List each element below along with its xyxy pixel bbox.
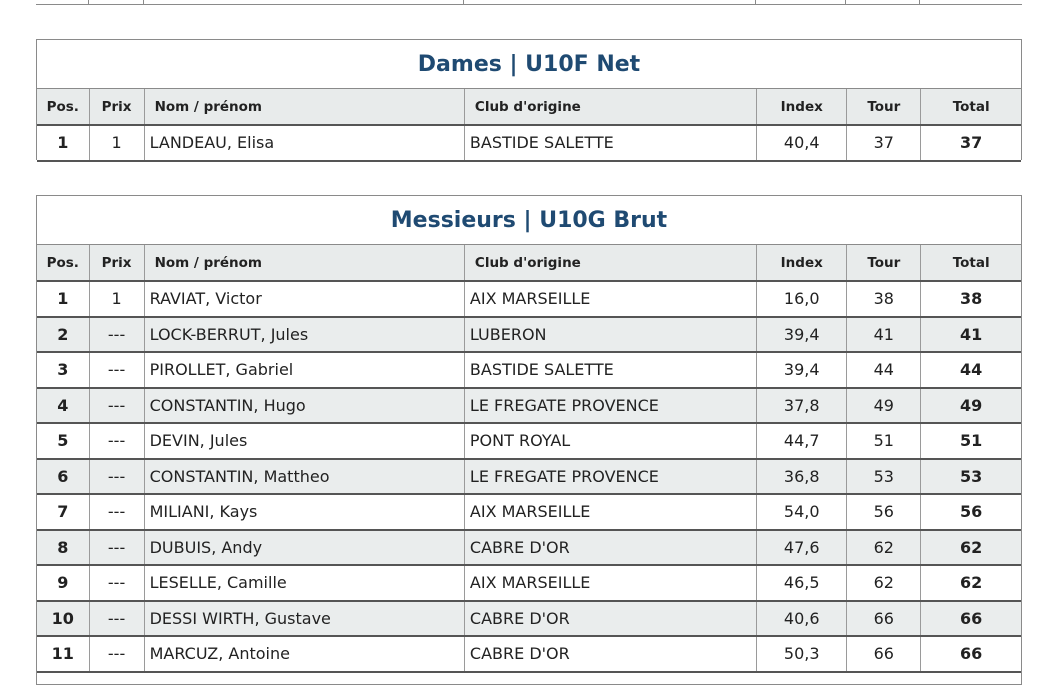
row-club-cell: AIX MARSEILLE	[464, 565, 756, 601]
row-total-cell: 44	[921, 352, 1021, 388]
col-header-index: Index	[757, 89, 847, 125]
row-index-cell: 40,4	[757, 125, 847, 161]
row-club-cell: AIX MARSEILLE	[464, 494, 756, 530]
row-pos-cell: 10	[37, 601, 89, 637]
table-row	[37, 125, 1021, 161]
row-prix-cell: ---	[89, 601, 144, 637]
row-name-cell: MILIANI, Kays	[144, 494, 464, 530]
row-pos-cell: 6	[37, 459, 89, 495]
row-total-cell: 66	[921, 636, 1021, 672]
table-row	[37, 388, 1021, 424]
table-row	[37, 601, 1021, 637]
row-index-cell: 46,5	[757, 565, 847, 601]
col-header-index: Index	[757, 245, 847, 281]
row-club-cell: LE FREGATE PROVENCE	[464, 388, 756, 424]
row-index-cell: 50,3	[757, 636, 847, 672]
row-total-cell: 49	[921, 388, 1021, 424]
row-tour-cell: 41	[847, 317, 921, 353]
table-row	[37, 530, 1021, 566]
row-tour-cell: 62	[847, 530, 921, 566]
row-tour-cell: 56	[847, 494, 921, 530]
row-club-cell: LE FREGATE PROVENCE	[464, 459, 756, 495]
row-tour-cell: 38	[847, 281, 921, 317]
row-tour-cell: 66	[847, 601, 921, 637]
row-tour-cell: 49	[847, 388, 921, 424]
row-prix-cell: ---	[89, 494, 144, 530]
row-pos-cell: 1	[37, 281, 89, 317]
row-index-cell: 37,8	[757, 388, 847, 424]
header-row	[37, 245, 1021, 281]
row-total-cell: 38	[921, 281, 1021, 317]
row-index-cell: 44,7	[757, 423, 847, 459]
col-header-pos: Pos.	[37, 89, 89, 125]
col-header-prix: Prix	[89, 245, 144, 281]
row-name-cell: RAVIAT, Victor	[144, 281, 464, 317]
row-name-cell: PIROLLET, Gabriel	[144, 352, 464, 388]
row-tour-cell: 51	[847, 423, 921, 459]
row-tour-cell: 37	[847, 125, 921, 161]
row-tour-cell: 66	[847, 636, 921, 672]
row-name-cell: CONSTANTIN, Hugo	[144, 388, 464, 424]
table-row	[37, 281, 1021, 317]
row-total-cell: 56	[921, 494, 1021, 530]
col-header-pos: Pos.	[37, 245, 89, 281]
row-pos-cell: 4	[37, 388, 89, 424]
row-index-cell: 16,0	[757, 281, 847, 317]
row-pos-cell: 2	[37, 317, 89, 353]
row-tour-cell: 62	[847, 565, 921, 601]
row-pos-cell: 3	[37, 352, 89, 388]
row-name-cell: MARCUZ, Antoine	[144, 636, 464, 672]
row-prix-cell: ---	[89, 388, 144, 424]
row-pos-cell: 9	[37, 565, 89, 601]
row-pos-cell: 11	[37, 636, 89, 672]
row-index-cell: 39,4	[757, 352, 847, 388]
col-header-club: Club d'origine	[464, 245, 756, 281]
row-prix-cell: ---	[89, 423, 144, 459]
row-index-cell: 36,8	[757, 459, 847, 495]
col-header-nom: Nom / prénom	[144, 245, 464, 281]
row-name-cell: DUBUIS, Andy	[144, 530, 464, 566]
row-pos-cell: 5	[37, 423, 89, 459]
row-prix-cell: ---	[89, 530, 144, 566]
row-prix-cell: ---	[89, 565, 144, 601]
row-prix-cell: ---	[89, 636, 144, 672]
row-total-cell: 51	[921, 423, 1021, 459]
row-club-cell: CABRE D'OR	[464, 601, 756, 637]
messieurs-results-table	[36, 195, 1022, 685]
table-row	[37, 423, 1021, 459]
previous-table-bottom-edge	[36, 0, 1022, 5]
table-row	[37, 636, 1021, 672]
row-prix-cell: ---	[89, 459, 144, 495]
table-row	[37, 565, 1021, 601]
col-header-total: Total	[921, 245, 1021, 281]
row-total-cell: 66	[921, 601, 1021, 637]
row-index-cell: 54,0	[757, 494, 847, 530]
col-header-prix: Prix	[89, 89, 144, 125]
row-pos-cell: 8	[37, 530, 89, 566]
dames-results-table	[36, 39, 1022, 160]
row-name-cell: LANDEAU, Elisa	[144, 125, 464, 161]
row-total-cell: 37	[921, 125, 1021, 161]
row-total-cell: 62	[921, 565, 1021, 601]
row-club-cell: CABRE D'OR	[464, 636, 756, 672]
messieurs-table-title: Messieurs | U10G Brut	[37, 196, 1021, 245]
row-total-cell: 62	[921, 530, 1021, 566]
row-name-cell: LOCK-BERRUT, Jules	[144, 317, 464, 353]
col-header-nom: Nom / prénom	[144, 89, 464, 125]
messieurs-table	[37, 245, 1021, 673]
row-index-cell: 39,4	[757, 317, 847, 353]
row-pos-cell: 1	[37, 125, 89, 161]
table-row	[37, 352, 1021, 388]
row-total-cell: 53	[921, 459, 1021, 495]
table-row	[37, 317, 1021, 353]
row-total-cell: 41	[921, 317, 1021, 353]
col-header-club: Club d'origine	[464, 89, 756, 125]
row-index-cell: 47,6	[757, 530, 847, 566]
row-club-cell: PONT ROYAL	[464, 423, 756, 459]
col-header-total: Total	[921, 89, 1021, 125]
row-prix-cell: 1	[89, 125, 144, 161]
row-club-cell: AIX MARSEILLE	[464, 281, 756, 317]
dames-table-body	[37, 125, 1021, 161]
dames-table-title: Dames | U10F Net	[37, 40, 1021, 89]
row-prix-cell: ---	[89, 352, 144, 388]
row-club-cell: BASTIDE SALETTE	[464, 125, 756, 161]
header-row	[37, 89, 1021, 125]
row-tour-cell: 53	[847, 459, 921, 495]
row-name-cell: LESELLE, Camille	[144, 565, 464, 601]
row-club-cell: CABRE D'OR	[464, 530, 756, 566]
row-name-cell: DEVIN, Jules	[144, 423, 464, 459]
messieurs-table-body	[37, 281, 1021, 672]
row-tour-cell: 44	[847, 352, 921, 388]
row-prix-cell: ---	[89, 317, 144, 353]
table-row	[37, 494, 1021, 530]
row-name-cell: CONSTANTIN, Mattheo	[144, 459, 464, 495]
row-club-cell: LUBERON	[464, 317, 756, 353]
row-pos-cell: 7	[37, 494, 89, 530]
col-header-tour: Tour	[847, 245, 921, 281]
row-club-cell: BASTIDE SALETTE	[464, 352, 756, 388]
col-header-tour: Tour	[847, 89, 921, 125]
dames-table	[37, 89, 1021, 162]
row-prix-cell: 1	[89, 281, 144, 317]
row-index-cell: 40,6	[757, 601, 847, 637]
table-row	[37, 459, 1021, 495]
row-name-cell: DESSI WIRTH, Gustave	[144, 601, 464, 637]
